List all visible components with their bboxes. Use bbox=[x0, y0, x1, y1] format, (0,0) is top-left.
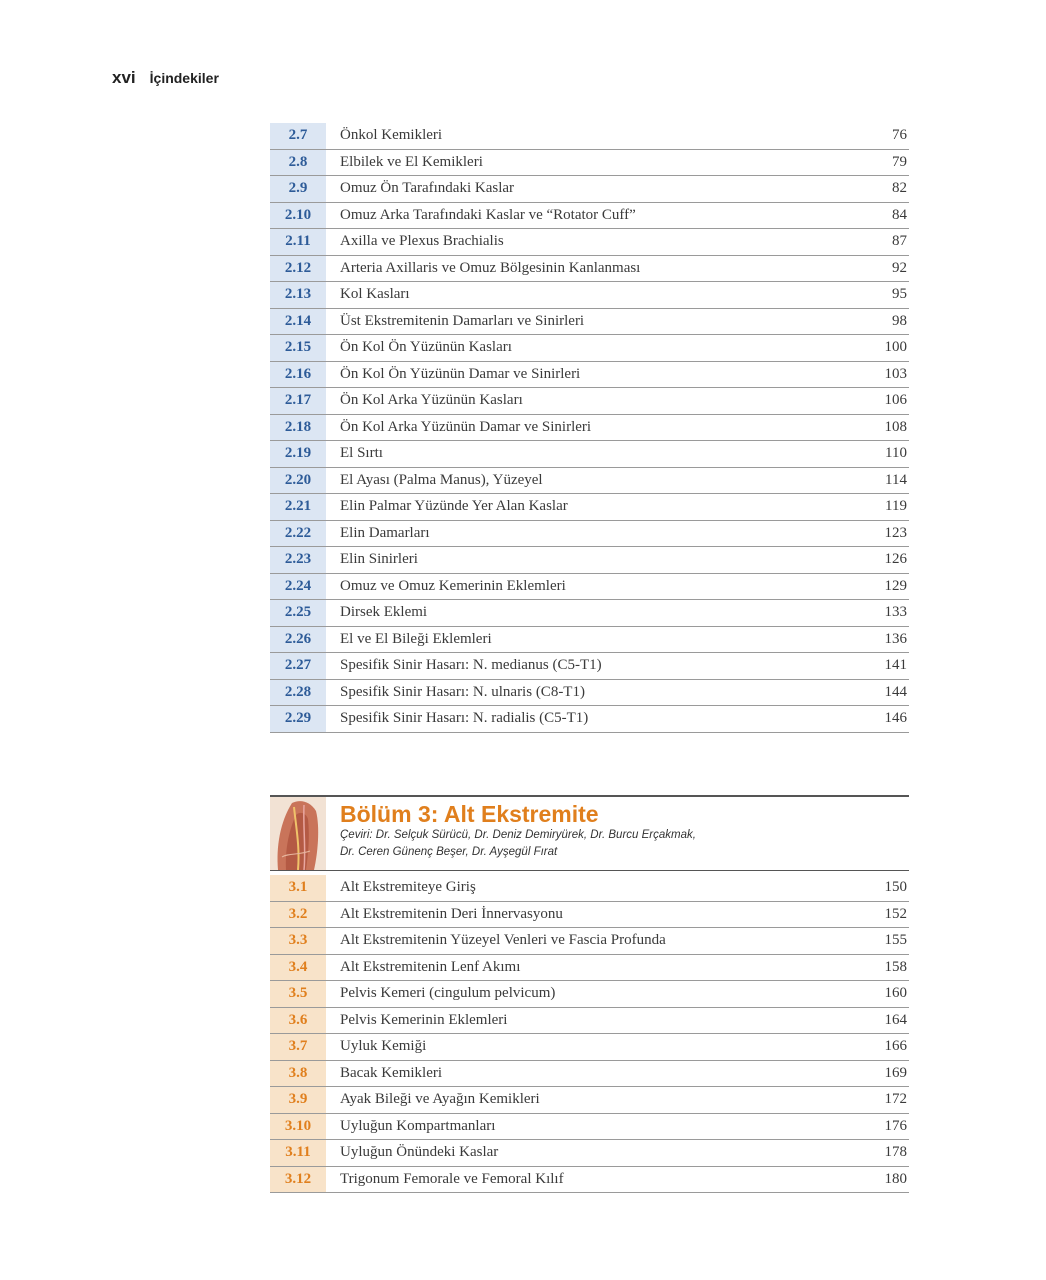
toc-row bbox=[270, 600, 909, 627]
section-number: 3.10 bbox=[270, 1114, 326, 1140]
chapter-credit-line-2: Dr. Ceren Günenç Beşer, Dr. Ayşegül Fırat bbox=[340, 846, 558, 858]
toc-row bbox=[270, 680, 909, 707]
section-number: 3.2 bbox=[270, 902, 326, 928]
section-number: 2.17 bbox=[270, 388, 326, 414]
page-number-ref: 146 bbox=[884, 710, 907, 727]
toc-row bbox=[270, 547, 909, 574]
entry-title: Uyluğun Önündeki Kaslar bbox=[340, 1144, 499, 1161]
toc-row bbox=[270, 1061, 909, 1088]
toc-row bbox=[270, 468, 909, 495]
entry-title: Spesifik Sinir Hasarı: N. medianus (C5-T1) bbox=[340, 657, 602, 674]
section-number: 2.8 bbox=[270, 150, 326, 176]
page-number-ref: 82 bbox=[892, 180, 907, 197]
toc-row bbox=[270, 494, 909, 521]
page-number-ref: 172 bbox=[884, 1091, 907, 1108]
entry-title: El Sırtı bbox=[340, 445, 383, 462]
entry-title: Pelvis Kemeri (cingulum pelvicum) bbox=[340, 985, 556, 1002]
toc-row bbox=[270, 441, 909, 468]
toc-row bbox=[270, 176, 909, 203]
page-number-ref: 180 bbox=[884, 1170, 907, 1187]
page-number-ref: 119 bbox=[885, 498, 907, 515]
toc-row bbox=[270, 335, 909, 362]
section-name: İçindekiler bbox=[149, 70, 219, 86]
chapter-title: Bölüm 3: Alt Ekstremite bbox=[340, 801, 599, 827]
section-number: 3.9 bbox=[270, 1087, 326, 1113]
page-number-ref: 152 bbox=[884, 905, 907, 922]
entry-title: Elin Damarları bbox=[340, 524, 430, 541]
section-number: 3.7 bbox=[270, 1034, 326, 1060]
page-number-ref: 123 bbox=[884, 524, 907, 541]
page-number-ref: 150 bbox=[884, 879, 907, 896]
entry-title: Kol Kasları bbox=[340, 286, 410, 303]
toc-chapter-3 bbox=[270, 875, 909, 1193]
page-number-ref: 106 bbox=[884, 392, 907, 409]
page-number-ref: 133 bbox=[884, 604, 907, 621]
section-number: 2.23 bbox=[270, 547, 326, 573]
entry-title: Ön Kol Arka Yüzünün Damar ve Sinirleri bbox=[340, 418, 592, 435]
section-number: 2.27 bbox=[270, 653, 326, 679]
section-number: 3.12 bbox=[270, 1167, 326, 1193]
toc-row bbox=[270, 123, 909, 150]
entry-title: Elin Palmar Yüzünde Yer Alan Kaslar bbox=[340, 498, 568, 515]
entry-title: Trigonum Femorale ve Femoral Kılıf bbox=[340, 1170, 564, 1187]
toc-row bbox=[270, 282, 909, 309]
section-number: 2.11 bbox=[270, 229, 326, 255]
toc-row bbox=[270, 521, 909, 548]
page-number-ref: 178 bbox=[884, 1144, 907, 1161]
section-number: 2.18 bbox=[270, 415, 326, 441]
toc-row bbox=[270, 627, 909, 654]
page-number-ref: 87 bbox=[892, 233, 907, 250]
section-number: 2.14 bbox=[270, 309, 326, 335]
toc-row bbox=[270, 981, 909, 1008]
toc-row bbox=[270, 928, 909, 955]
chapter-thumbnail-image bbox=[270, 797, 326, 870]
page-number-ref: 114 bbox=[885, 471, 907, 488]
toc-row bbox=[270, 1087, 909, 1114]
entry-title: Üst Ekstremitenin Damarları ve Sinirleri bbox=[340, 312, 585, 329]
entry-title: El ve El Bileği Eklemleri bbox=[340, 630, 492, 647]
toc-row bbox=[270, 256, 909, 283]
section-number: 3.11 bbox=[270, 1140, 326, 1166]
section-number: 3.4 bbox=[270, 955, 326, 981]
section-number: 2.10 bbox=[270, 203, 326, 229]
entry-title: Uyluğun Kompartmanları bbox=[340, 1117, 496, 1134]
toc-row bbox=[270, 955, 909, 982]
toc-row bbox=[270, 1167, 909, 1194]
toc-row bbox=[270, 362, 909, 389]
section-number: 2.15 bbox=[270, 335, 326, 361]
entry-title: Ön Kol Ön Yüzünün Kasları bbox=[340, 339, 512, 356]
page-number-ref: 84 bbox=[892, 206, 907, 223]
chapter-3-header bbox=[270, 795, 909, 871]
entry-title: Omuz Ön Tarafındaki Kaslar bbox=[340, 180, 515, 197]
toc-row bbox=[270, 1140, 909, 1167]
section-number: 2.28 bbox=[270, 680, 326, 706]
page-number-ref: 155 bbox=[884, 932, 907, 949]
section-number: 2.9 bbox=[270, 176, 326, 202]
toc-row bbox=[270, 875, 909, 902]
section-number: 2.29 bbox=[270, 706, 326, 732]
section-number: 3.5 bbox=[270, 981, 326, 1007]
toc-row bbox=[270, 415, 909, 442]
toc-row bbox=[270, 1114, 909, 1141]
toc-row bbox=[270, 203, 909, 230]
entry-title: Ayak Bileği ve Ayağın Kemikleri bbox=[340, 1091, 540, 1108]
toc-row bbox=[270, 309, 909, 336]
section-number: 2.21 bbox=[270, 494, 326, 520]
section-number: 2.7 bbox=[270, 123, 326, 149]
entry-title: Alt Ekstremiteye Giriş bbox=[340, 879, 476, 896]
page-number-ref: 158 bbox=[884, 958, 907, 975]
entry-title: Uyluk Kemiği bbox=[340, 1038, 427, 1055]
page-number-ref: 76 bbox=[892, 127, 907, 144]
entry-title: Elin Sinirleri bbox=[340, 551, 418, 568]
entry-title: Spesifik Sinir Hasarı: N. radialis (C5-T1) bbox=[340, 710, 589, 727]
page-number-ref: 144 bbox=[884, 683, 907, 700]
entry-title: Elbilek ve El Kemikleri bbox=[340, 153, 483, 170]
entry-title: Alt Ekstremitenin Yüzeyel Venleri ve Fascia Profunda bbox=[340, 932, 666, 949]
chapter-credit-line-1: Çeviri: Dr. Selçuk Sürücü, Dr. Deniz Demiryürek, Dr. Burcu Erçakmak, bbox=[340, 829, 696, 841]
page-number-ref: 136 bbox=[884, 630, 907, 647]
entry-title: Ön Kol Ön Yüzünün Damar ve Sinirleri bbox=[340, 365, 581, 382]
entry-title: Arteria Axillaris ve Omuz Bölgesinin Kanlanması bbox=[340, 259, 641, 276]
toc-row bbox=[270, 229, 909, 256]
section-number: 2.25 bbox=[270, 600, 326, 626]
section-number: 2.19 bbox=[270, 441, 326, 467]
section-number: 2.22 bbox=[270, 521, 326, 547]
page-number-ref: 100 bbox=[884, 339, 907, 356]
page-number-ref: 126 bbox=[884, 551, 907, 568]
page-number-ref: 95 bbox=[892, 286, 907, 303]
page-number-ref: 79 bbox=[892, 153, 907, 170]
entry-title: Alt Ekstremitenin Lenf Akımı bbox=[340, 958, 521, 975]
entry-title: Dirsek Eklemi bbox=[340, 604, 428, 621]
entry-title: Spesifik Sinir Hasarı: N. ulnaris (C8-T1) bbox=[340, 683, 585, 700]
page-number-ref: 169 bbox=[884, 1064, 907, 1081]
section-number: 2.12 bbox=[270, 256, 326, 282]
entry-title: Bacak Kemikleri bbox=[340, 1064, 443, 1081]
entry-title: Axilla ve Plexus Brachialis bbox=[340, 233, 504, 250]
entry-title: El Ayası (Palma Manus), Yüzeyel bbox=[340, 471, 543, 488]
page-number-ref: 160 bbox=[884, 985, 907, 1002]
running-head bbox=[112, 68, 219, 88]
toc-row bbox=[270, 574, 909, 601]
section-number: 2.13 bbox=[270, 282, 326, 308]
toc-row bbox=[270, 1008, 909, 1035]
entry-title: Omuz ve Omuz Kemerinin Eklemleri bbox=[340, 577, 566, 594]
entry-title: Ön Kol Arka Yüzünün Kasları bbox=[340, 392, 523, 409]
toc-row bbox=[270, 653, 909, 680]
entry-title: Önkol Kemikleri bbox=[340, 127, 443, 144]
page-number-ref: 103 bbox=[884, 365, 907, 382]
toc-row bbox=[270, 1034, 909, 1061]
page-number: xvi bbox=[112, 68, 136, 87]
page-number-ref: 166 bbox=[884, 1038, 907, 1055]
page-number-ref: 129 bbox=[884, 577, 907, 594]
section-number: 3.3 bbox=[270, 928, 326, 954]
section-number: 2.26 bbox=[270, 627, 326, 653]
page-number-ref: 141 bbox=[884, 657, 907, 674]
entry-title: Alt Ekstremitenin Deri İnnervasyonu bbox=[340, 905, 563, 922]
page-number-ref: 92 bbox=[892, 259, 907, 276]
page-number-ref: 98 bbox=[892, 312, 907, 329]
entry-title: Omuz Arka Tarafındaki Kaslar ve “Rotator Cuff” bbox=[340, 206, 636, 223]
section-number: 2.24 bbox=[270, 574, 326, 600]
page-number-ref: 108 bbox=[884, 418, 907, 435]
page-number-ref: 164 bbox=[884, 1011, 907, 1028]
section-number: 2.20 bbox=[270, 468, 326, 494]
toc-row bbox=[270, 150, 909, 177]
page-number-ref: 176 bbox=[884, 1117, 907, 1134]
toc-row bbox=[270, 902, 909, 929]
toc-row bbox=[270, 706, 909, 733]
page-number-ref: 110 bbox=[885, 445, 907, 462]
section-number: 3.8 bbox=[270, 1061, 326, 1087]
section-number: 3.6 bbox=[270, 1008, 326, 1034]
toc-row bbox=[270, 388, 909, 415]
section-number: 2.16 bbox=[270, 362, 326, 388]
entry-title: Pelvis Kemerinin Eklemleri bbox=[340, 1011, 508, 1028]
section-number: 3.1 bbox=[270, 875, 326, 901]
toc-chapter-2 bbox=[270, 123, 909, 733]
